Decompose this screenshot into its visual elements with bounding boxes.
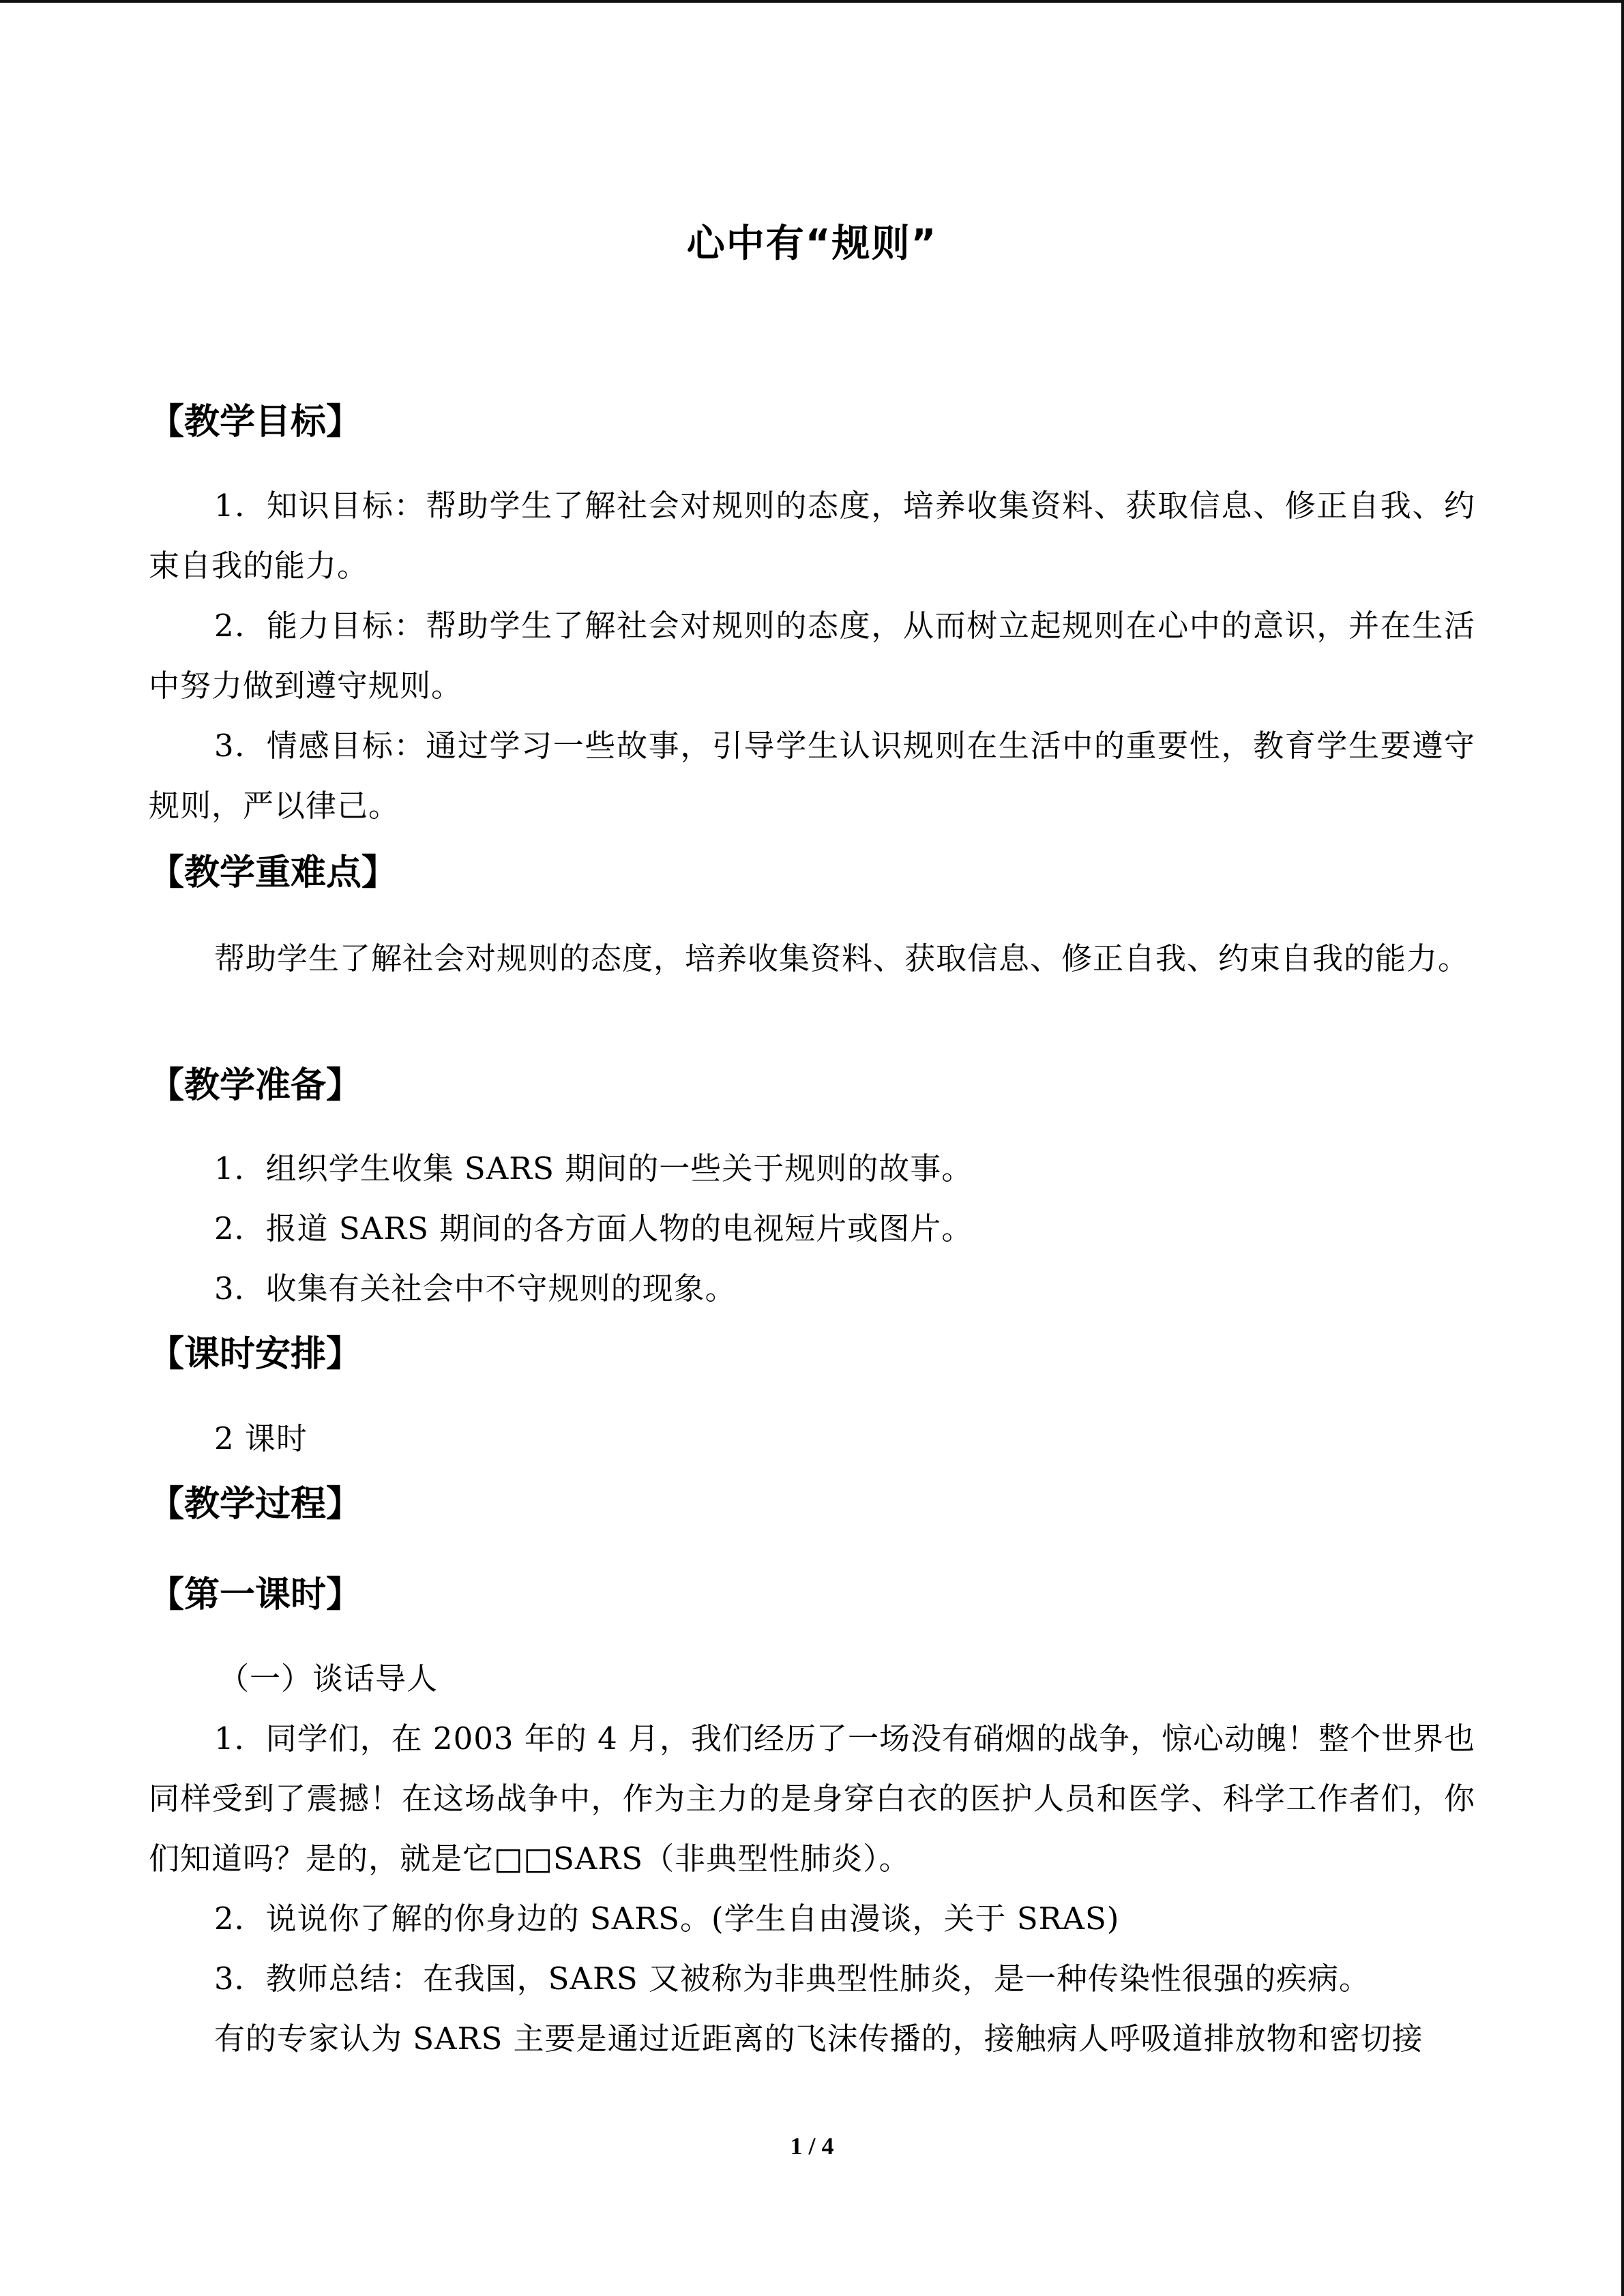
lesson-one-subheading: （一）谈话导人: [218, 1660, 439, 1697]
section-heading-schedule: 【课时安排】: [149, 1334, 362, 1375]
lesson-one-item-intro: 1．同学们，在 2003 年的 4 月，我们经历了一场没有硝烟的战争，惊心动魄！整个世界也同样受到了震撼！在这场战争中，作为主力的是身穿白衣的医护人员和医学、科学工作者们，你们知道吗？是的，就是它□□SARS（非典型性肺炎）。: [149, 1720, 1476, 1877]
preparation-item: 1．组织学生收集 SARS 期间的一些关于规则的故事。: [214, 1150, 973, 1187]
schedule-text: 2 课时: [214, 1420, 308, 1457]
section-heading-process: 【教学过程】: [149, 1484, 362, 1525]
lesson-one-item-expert: 有的专家认为 SARS 主要是通过近距离的飞沫传播的，接触病人呼吸道排放物和密切接: [214, 2021, 1423, 2057]
section-heading-preparation: 【教学准备】: [149, 1065, 362, 1106]
document-title: 心中有“规则”: [686, 222, 938, 266]
lesson-one-item-summary: 3．教师总结：在我国，SARS 又被称为非典型性肺炎，是一种传染性很强的疾病。: [214, 1960, 1370, 1997]
objective-item-emotion: 3．情感目标：通过学习一些故事，引导学生认识规则在生活中的重要性，教育学生要遵守规则，严以律己。: [149, 728, 1475, 824]
preparation-item: 2．报道 SARS 期间的各方面人物的电视短片或图片。: [214, 1210, 973, 1247]
section-heading-objectives: 【教学目标】: [149, 402, 362, 443]
page-number: 1 / 4: [790, 2132, 834, 2160]
preparation-item: 3．收集有关社会中不守规则的现象。: [214, 1270, 737, 1307]
key-points-text: 帮助学生了解社会对规则的态度，培养收集资料、获取信息、修正自我、约束自我的能力。: [214, 940, 1470, 976]
section-heading-lesson-one: 【第一课时】: [149, 1575, 362, 1615]
objective-item-knowledge: 1．知识目标：帮助学生了解社会对规则的态度，培养收集资料、获取信息、修正自我、约束自我的能力。: [149, 488, 1475, 584]
lesson-one-item-discussion: 2．说说你了解的你身边的 SARS。(学生自由漫谈，关于 SRAS): [214, 1900, 1120, 1937]
section-heading-key-points: 【教学重难点】: [149, 852, 398, 893]
objective-item-ability: 2．能力目标：帮助学生了解社会对规则的态度，从而树立起规则在心中的意识，并在生活中努力做到遵守规则。: [149, 608, 1475, 704]
